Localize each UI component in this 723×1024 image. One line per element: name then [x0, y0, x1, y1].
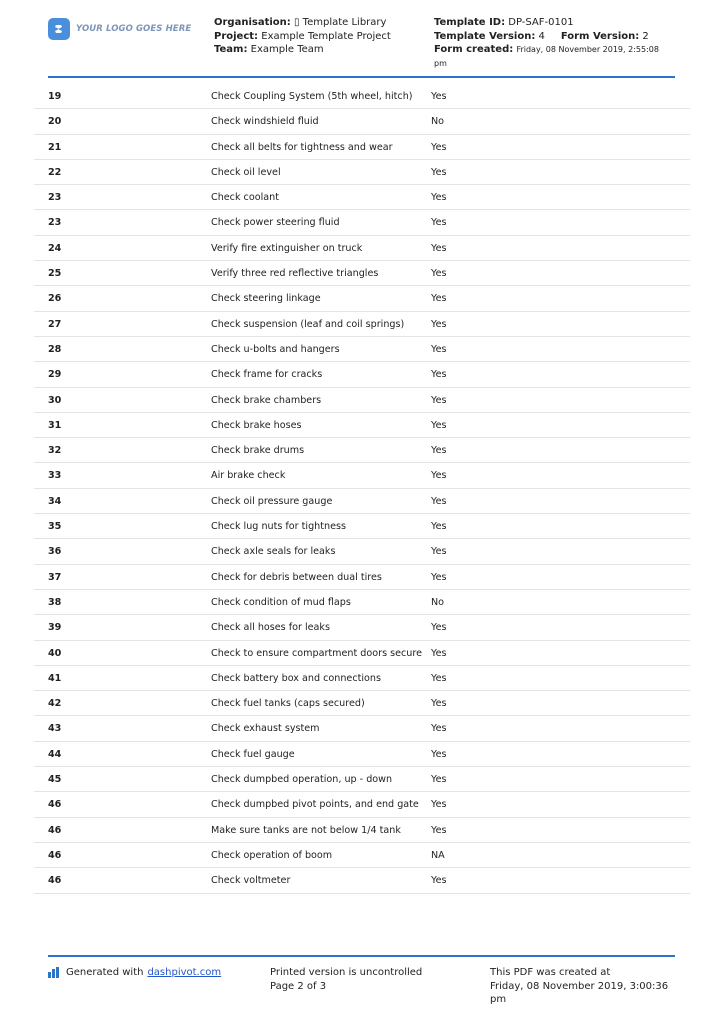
- row-value: Yes: [431, 495, 447, 507]
- row-item: Check all hoses for leaks: [211, 622, 330, 634]
- row-item: Check exhaust system: [211, 723, 320, 735]
- row-number: 46: [48, 849, 62, 861]
- row-value: Yes: [431, 91, 447, 102]
- row-item: Check axle seals for leaks: [211, 546, 336, 558]
- page-header: [48, 16, 675, 76]
- table-row: [34, 818, 690, 843]
- row-item: Check to ensure compartment doors secure: [211, 647, 423, 659]
- row-number: 46: [48, 875, 62, 887]
- table-row: [34, 160, 690, 185]
- row-item: Check battery box and connections: [211, 672, 381, 684]
- form-created-label: Form created:: [434, 44, 514, 55]
- form-version-value: 2: [642, 30, 649, 42]
- row-value: No: [431, 116, 445, 128]
- row-item: Check condition of mud flaps: [211, 596, 351, 608]
- row-item: Check suspension (leaf and coil springs): [211, 318, 405, 330]
- row-value: Yes: [431, 242, 447, 254]
- row-item: Check Coupling System (5th wheel, hitch): [211, 91, 413, 102]
- dashpivot-bars-icon: [48, 967, 60, 978]
- row-value: Yes: [431, 293, 447, 305]
- template-id-label: Template ID:: [434, 17, 506, 28]
- form-created-value-suffix: pm: [434, 58, 447, 68]
- row-value: Yes: [431, 546, 447, 558]
- table-row: [34, 185, 690, 210]
- row-value: Yes: [431, 141, 447, 153]
- row-number: 22: [48, 166, 62, 178]
- table-row: [34, 691, 690, 716]
- row-item: Check dumpbed operation, up - down: [211, 774, 393, 786]
- row-value: NA: [431, 849, 445, 861]
- template-meta-block: [434, 16, 684, 70]
- row-number: 44: [48, 748, 62, 760]
- row-number: 19: [48, 91, 62, 102]
- printed-notice: [270, 966, 422, 993]
- table-row: [34, 565, 690, 590]
- row-value: Yes: [431, 723, 447, 735]
- row-item: Check lug nuts for tightness: [211, 521, 346, 533]
- row-value: Yes: [431, 343, 447, 355]
- row-value: Yes: [431, 647, 447, 659]
- table-row: [34, 843, 690, 868]
- row-value: Yes: [431, 672, 447, 684]
- row-number: 41: [48, 672, 62, 684]
- logo: [48, 18, 191, 40]
- template-version-value: 4: [538, 30, 545, 42]
- row-value: Yes: [431, 470, 447, 482]
- project-label: Project:: [214, 30, 259, 42]
- row-number: 32: [48, 445, 62, 457]
- row-item: Air brake check: [211, 470, 286, 482]
- row-value: Yes: [431, 774, 447, 786]
- row-value: No: [431, 596, 445, 608]
- row-item: Check operation of boom: [211, 849, 333, 861]
- table-row: [34, 514, 690, 539]
- team-value: Example Team: [250, 44, 324, 55]
- team-label: Team:: [214, 44, 248, 55]
- row-item: Check brake chambers: [211, 394, 322, 406]
- row-number: 40: [48, 647, 62, 659]
- row-item: Check brake drums: [211, 445, 305, 457]
- row-value: Yes: [431, 521, 447, 533]
- row-number: 23: [48, 217, 62, 229]
- row-number: 28: [48, 343, 62, 355]
- row-item: Check windshield fluid: [211, 116, 319, 128]
- row-number: 20: [48, 116, 62, 128]
- row-number: 37: [48, 571, 62, 583]
- table-row: [34, 666, 690, 691]
- table-row: [34, 438, 690, 463]
- row-item: Check u-bolts and hangers: [211, 343, 340, 355]
- row-item: Check voltmeter: [211, 875, 291, 887]
- row-item: Verify three red reflective triangles: [211, 268, 379, 280]
- organisation-label: Organisation:: [214, 17, 291, 28]
- row-number: 29: [48, 369, 62, 381]
- logo-text: YOUR LOGO GOES HERE: [76, 24, 192, 34]
- form-version-label: Form Version:: [560, 30, 640, 42]
- organisation-value: ▯ Template Library: [293, 17, 387, 28]
- footer-divider: [48, 955, 675, 957]
- table-row: [34, 590, 690, 615]
- table-row: [34, 337, 690, 362]
- row-value: Yes: [431, 824, 447, 836]
- table-row: [34, 742, 690, 767]
- table-row: [34, 463, 690, 488]
- table-row: [34, 135, 690, 160]
- row-number: 38: [48, 596, 62, 608]
- row-number: 42: [48, 698, 62, 710]
- header-divider: [48, 76, 675, 78]
- row-number: 45: [48, 774, 62, 786]
- table-row: [34, 615, 690, 640]
- row-value: Yes: [431, 318, 447, 330]
- row-value: Yes: [431, 192, 447, 204]
- row-number: 43: [48, 723, 62, 735]
- row-item: Check all belts for tightness and wear: [211, 141, 393, 153]
- row-item: Check power steering fluid: [211, 217, 340, 229]
- table-row: [34, 210, 690, 235]
- row-value: Yes: [431, 875, 447, 887]
- row-number: 31: [48, 419, 62, 431]
- organisation-block: [214, 16, 391, 57]
- row-number: 33: [48, 470, 62, 482]
- row-number: 36: [48, 546, 62, 558]
- row-number: 34: [48, 495, 62, 507]
- row-number: 27: [48, 318, 62, 330]
- row-number: 39: [48, 622, 62, 634]
- project-value: Example Template Project: [261, 30, 391, 42]
- row-item: Verify fire extinguisher on truck: [211, 242, 363, 254]
- row-item: Check fuel gauge: [211, 748, 295, 760]
- pdf-created-suffix: pm: [490, 994, 507, 1005]
- table-row: [34, 767, 690, 792]
- row-value: Yes: [431, 394, 447, 406]
- row-value: Yes: [431, 571, 447, 583]
- table-row: [34, 312, 690, 337]
- table-row: [34, 792, 690, 817]
- row-value: Yes: [431, 369, 447, 381]
- table-row: [34, 261, 690, 286]
- table-row: [34, 539, 690, 564]
- row-number: 21: [48, 141, 62, 153]
- generated-with: [48, 966, 221, 980]
- template-version-label: Template Version:: [434, 30, 536, 42]
- row-number: 24: [48, 242, 62, 254]
- page-number: Page 2 of 3: [270, 980, 327, 992]
- generated-with-text: Generated with: [66, 967, 144, 978]
- table-row: [34, 362, 690, 387]
- table-row: [34, 236, 690, 261]
- row-value: Yes: [431, 748, 447, 760]
- row-value: Yes: [431, 268, 447, 280]
- row-item: Check fuel tanks (caps secured): [211, 698, 365, 710]
- row-value: Yes: [431, 698, 447, 710]
- table-row: [34, 868, 690, 893]
- row-item: Check oil pressure gauge: [211, 495, 333, 507]
- row-item: Check frame for cracks: [211, 369, 323, 381]
- dashpivot-link[interactable]: dashpivot.com: [147, 967, 222, 978]
- table-row: [34, 109, 690, 134]
- checklist-table: [34, 84, 690, 894]
- logo-icon: [48, 18, 70, 40]
- row-value: Yes: [431, 419, 447, 431]
- row-value: Yes: [431, 217, 447, 229]
- row-number: 46: [48, 799, 62, 811]
- table-row: [34, 489, 690, 514]
- pdf-created-date: Friday, 08 November 2019, 3:00:36: [490, 980, 669, 992]
- row-number: 23: [48, 192, 62, 204]
- table-row: [34, 413, 690, 438]
- table-row: [34, 716, 690, 741]
- pdf-created-label: This PDF was created at: [490, 967, 611, 978]
- row-item: Check for debris between dual tires: [211, 571, 382, 583]
- row-number: 25: [48, 268, 62, 280]
- row-number: 26: [48, 293, 62, 305]
- row-item: Check coolant: [211, 192, 279, 204]
- template-id-value: DP-SAF-0101: [508, 17, 574, 28]
- row-item: Make sure tanks are not below 1/4 tank: [211, 824, 401, 836]
- row-value: Yes: [431, 445, 447, 457]
- row-item: Check steering linkage: [211, 293, 321, 305]
- form-created-value: Friday, 08 November 2019, 2:55:08: [516, 45, 659, 54]
- row-item: Check dumpbed pivot points, and end gate: [211, 799, 419, 811]
- row-value: Yes: [431, 799, 447, 811]
- row-value: Yes: [431, 166, 447, 178]
- table-row: [34, 388, 690, 413]
- row-number: 35: [48, 521, 62, 533]
- row-number: 46: [48, 824, 62, 836]
- row-item: Check brake hoses: [211, 419, 302, 431]
- table-row: [34, 84, 690, 109]
- row-number: 30: [48, 394, 62, 406]
- table-row: [34, 286, 690, 311]
- table-row: [34, 641, 690, 666]
- row-value: Yes: [431, 622, 447, 634]
- row-item: Check oil level: [211, 166, 281, 178]
- pdf-created-notice: [490, 966, 690, 1007]
- printed-uncontrolled: Printed version is uncontrolled: [270, 967, 423, 978]
